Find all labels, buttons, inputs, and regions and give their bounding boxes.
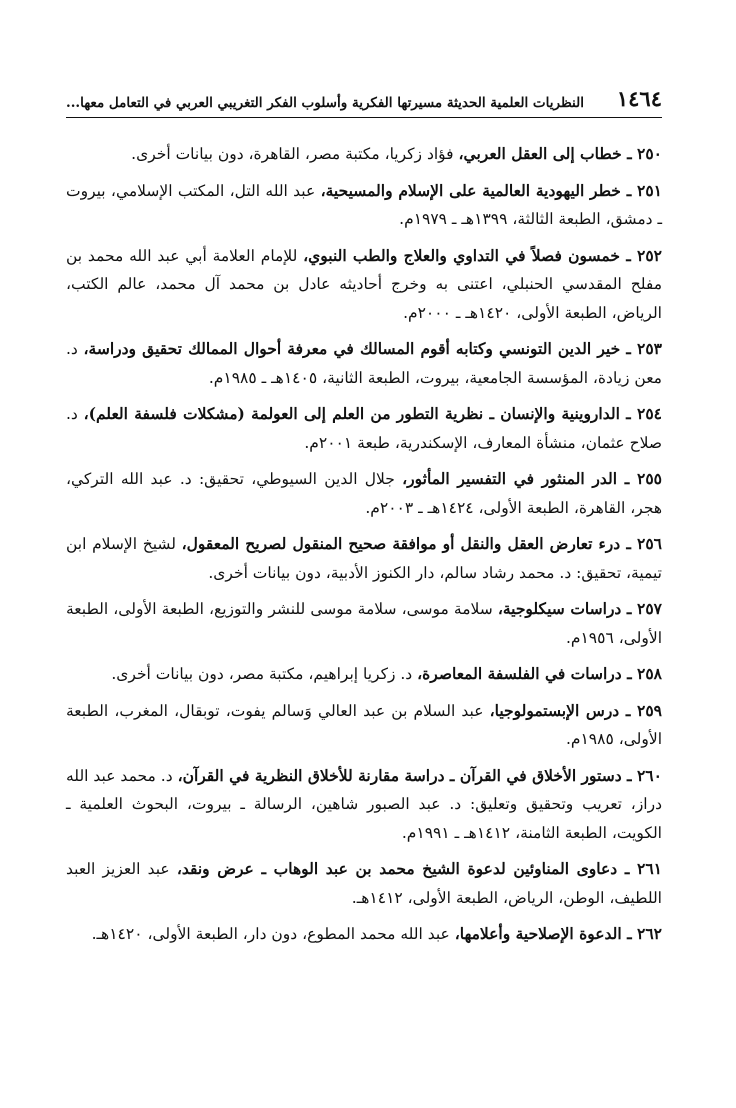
bibliography-entry: ٢٥٢ ـ خمسون فصلاً في التداوي والعلاج والطب النبوي، للإمام العلامة أبي عبد الله محمد بن مفلح المقدسي الحنبلي، اعتنى به وخرج أحاديثه عادل بن محمد آل محمد، عالم الكتب، الرياض، الطبعة الأولى، ١٤٢٠هـ ـ ٢٠٠٠م. [66,245,662,322]
entry-title: الدعوة الإصلاحية وأعلامها، [454,924,622,943]
entry-number: ٢٥٣ [637,339,662,358]
entry-title: الدر المنثور في التفسير المأثور، [402,469,618,488]
entry-details: فؤاد زكريا، مكتبة مصر، القاهرة، دون بيانات أخرى. [131,145,454,163]
entry-number: ٢٥٥ [637,469,662,488]
entry-title: خطاب إلى العقل العربي، [458,144,622,163]
bibliography-entry: ٢٥١ ـ خطر اليهودية العالمية على الإسلام والمسيحية، عبد الله التل، المكتب الإسلامي، بيروت ـ دمشق، الطبعة الثالثة، ١٣٩٩هـ ـ ١٩٧٩م. [66,180,663,228]
bibliography-entry: ٢٥٧ ـ دراسات سيكلوجية، سلامة موسى، سلامة موسى للنشر والتوزيع، الطبعة الأولى، الطبعة الأولى، ١٩٥٦م. [66,599,662,647]
entry-details: د. زكريا إبراهيم، مكتبة مصر، دون بيانات أخرى. [111,665,413,683]
entry-number: ٢٥٤ [637,404,662,423]
bibliography-entry: ٢٦١ ـ دعاوى المناوئين لدعوة الشيخ محمد بن عبد الوهاب ـ عرض ونقد، عبد العزيز العبد اللطيف، الوطن، الرياض، الطبعة الأولى، ١٤١٢هـ. [66,859,662,907]
entry-number: ٢٥٩ [637,700,662,720]
entry-details: عبد العزيز العبد اللطيف، الوطن، الرياض، الطبعة الأولى، ١٤١٢هـ. [66,860,662,907]
bibliography-entry: ٢٥٨ ـ دراسات في الفلسفة المعاصرة، د. زكريا إبراهيم، مكتبة مصر، دون بيانات أخرى. [111,664,662,683]
bibliography-entry: ٢٥٦ ـ درء تعارض العقل والنقل أو موافقة صحيح المنقول لصريح المعقول، لشيخ الإسلام ابن تيمية، تحقيق: د. محمد رشاد سالم، دار الكنوز الأدبية، دون بيانات أخرى. [66,534,662,582]
running-title: النظريات العلمية الحديثة مسيرتها الفكرية وأسلوب الفكر التغريبي العربي في التعامل معها... [66,95,584,111]
entry-details: للإمام العلامة أبي عبد الله محمد بن مفلح المقدسي الحنبلي، اعتنى به وخرج أحاديثه عادل بن محمد آل محمد، عالم الكتب، الرياض، الطبعة الأولى، ١٤٢٠هـ ـ ٢٠٠٠م. [66,246,662,322]
entry-title: دستور الأخلاق في القرآن ـ دراسة مقارنة للأخلاق النظرية في القرآن، [177,765,622,785]
entry-details: د. معن زيادة، المؤسسة الجامعية، بيروت، الطبعة الثانية، ١٤٠٥هـ ـ ١٩٨٥م. [66,340,662,387]
bibliography-entry: ٢٥٥ ـ الدر المنثور في التفسير المأثور، جلال الدين السيوطي، تحقيق: د. عبد الله التركي، هجر، القاهرة، الطبعة الأولى، ١٤٢٤هـ ـ ٢٠٠٣م. [66,469,662,517]
bibliography-entry: ٢٥٤ ـ الداروينية والإنسان ـ نظرية التطور من العلم إلى العولمة (مشكلات فلسفة العلم)، د. صلاح عثمان، منشأة المعارف، الإسكندرية، طبعة ٢٠٠١م. [66,404,662,452]
bibliography-list [66,140,662,949]
entry-details: د. صلاح عثمان، منشأة المعارف، الإسكندرية، طبعة ٢٠٠١م. [66,405,662,452]
bibliography-entry: ٢٥٩ ـ درس الإبستمولوجيا، عبد السلام بن عبد العالي وَسالم يفوت، توبقال، المغرب، الطبعة الأولى، ١٩٨٥م. [66,700,662,748]
entry-number: ٢٥٢ [637,245,662,265]
entry-title: الداروينية والإنسان ـ نظرية التطور من العلم إلى العولمة (مشكلات فلسفة العلم)، [83,404,620,423]
entry-number: ٢٥٦ [637,534,662,553]
bibliography-entry: ٢٦٠ ـ دستور الأخلاق في القرآن ـ دراسة مقارنة للأخلاق النظرية في القرآن، د. محمد عبد الله دراز، تعريب وتحقيق وتعليق: د. عبد الصبور شاهين، الرسالة ـ بيروت، البحوث العلمية ـ الكويت، الطبعة الثامنة، ١٤١٢هـ ـ ١٩٩١م. [66,765,662,842]
page-header [66,86,662,118]
entry-number: ٢٥٨ [637,664,662,683]
page-number: ١٤٦٤ [616,86,662,111]
entry-title: خير الدين التونسي وكتابه أقوم المسالك في معرفة أحوال الممالك تحقيق ودراسة، [83,339,621,358]
entry-title: دراسات سيكلوجية، [497,599,622,618]
entry-details: لشيخ الإسلام ابن تيمية، تحقيق: د. محمد رشاد سالم، دار الكنوز الأدبية، دون بيانات أخرى. [66,535,662,582]
entry-number: ٢٥١ [637,180,663,200]
entry-number: ٢٦٠ [636,765,662,785]
entry-title: خطر اليهودية العالمية على الإسلام والمسيحية، [320,180,621,200]
entry-title: خمسون فصلاً في التداوي والعلاج والطب النبوي، [303,245,620,265]
entry-details: عبد الله التل، المكتب الإسلامي، بيروت ـ دمشق، الطبعة الثالثة، ١٣٩٩هـ ـ ١٩٧٩م. [66,181,662,228]
entry-title: دعاوى المناوئين لدعوة الشيخ محمد بن عبد الوهاب ـ عرض ونقد، [176,859,618,878]
bibliography-entry: ٢٥٠ ـ خطاب إلى العقل العربي، فؤاد زكريا، مكتبة مصر، القاهرة، دون بيانات أخرى. [131,144,662,163]
entry-number: ٢٦٢ [637,924,662,943]
entry-title: دراسات في الفلسفة المعاصرة، [417,664,622,683]
entry-details: جلال الدين السيوطي، تحقيق: د. عبد الله التركي، هجر، القاهرة، الطبعة الأولى، ١٤٢٤هـ ـ ٢٠٠٣م. [66,470,662,517]
entry-details: د. محمد عبد الله دراز، تعريب وتحقيق وتعليق: د. عبد الصبور شاهين، الرسالة ـ بيروت، البحوث العلمية ـ الكويت، الطبعة الثامنة، ١٤١٢هـ ـ ١٩٩١م. [66,766,662,842]
entry-number: ٢٦١ [637,859,662,878]
entry-title: درس الإبستمولوجيا، [489,700,620,720]
entry-number: ٢٥٠ [637,144,662,163]
entry-details: عبد السلام بن عبد العالي وَسالم يفوت، توبقال، المغرب، الطبعة الأولى، ١٩٨٥م. [66,701,662,748]
entry-details: سلامة موسى، سلامة موسى للنشر والتوزيع، الطبعة الأولى، الطبعة الأولى، ١٩٥٦م. [66,600,662,647]
entry-number: ٢٥٧ [637,599,662,618]
entry-title: درء تعارض العقل والنقل أو موافقة صحيح المنقول لصريح المعقول، [181,534,621,553]
bibliography-entry: ٢٥٣ ـ خير الدين التونسي وكتابه أقوم المسالك في معرفة أحوال الممالك تحقيق ودراسة، د. معن زيادة، المؤسسة الجامعية، بيروت، الطبعة الثانية، ١٤٠٥هـ ـ ١٩٨٥م. [66,339,662,387]
entry-details: عبد الله محمد المطوع، دون دار، الطبعة الأولى، ١٤٢٠هـ. [91,925,450,943]
bibliography-entry: ٢٦٢ ـ الدعوة الإصلاحية وأعلامها، عبد الله محمد المطوع، دون دار، الطبعة الأولى، ١٤٢٠هـ. [91,924,662,943]
